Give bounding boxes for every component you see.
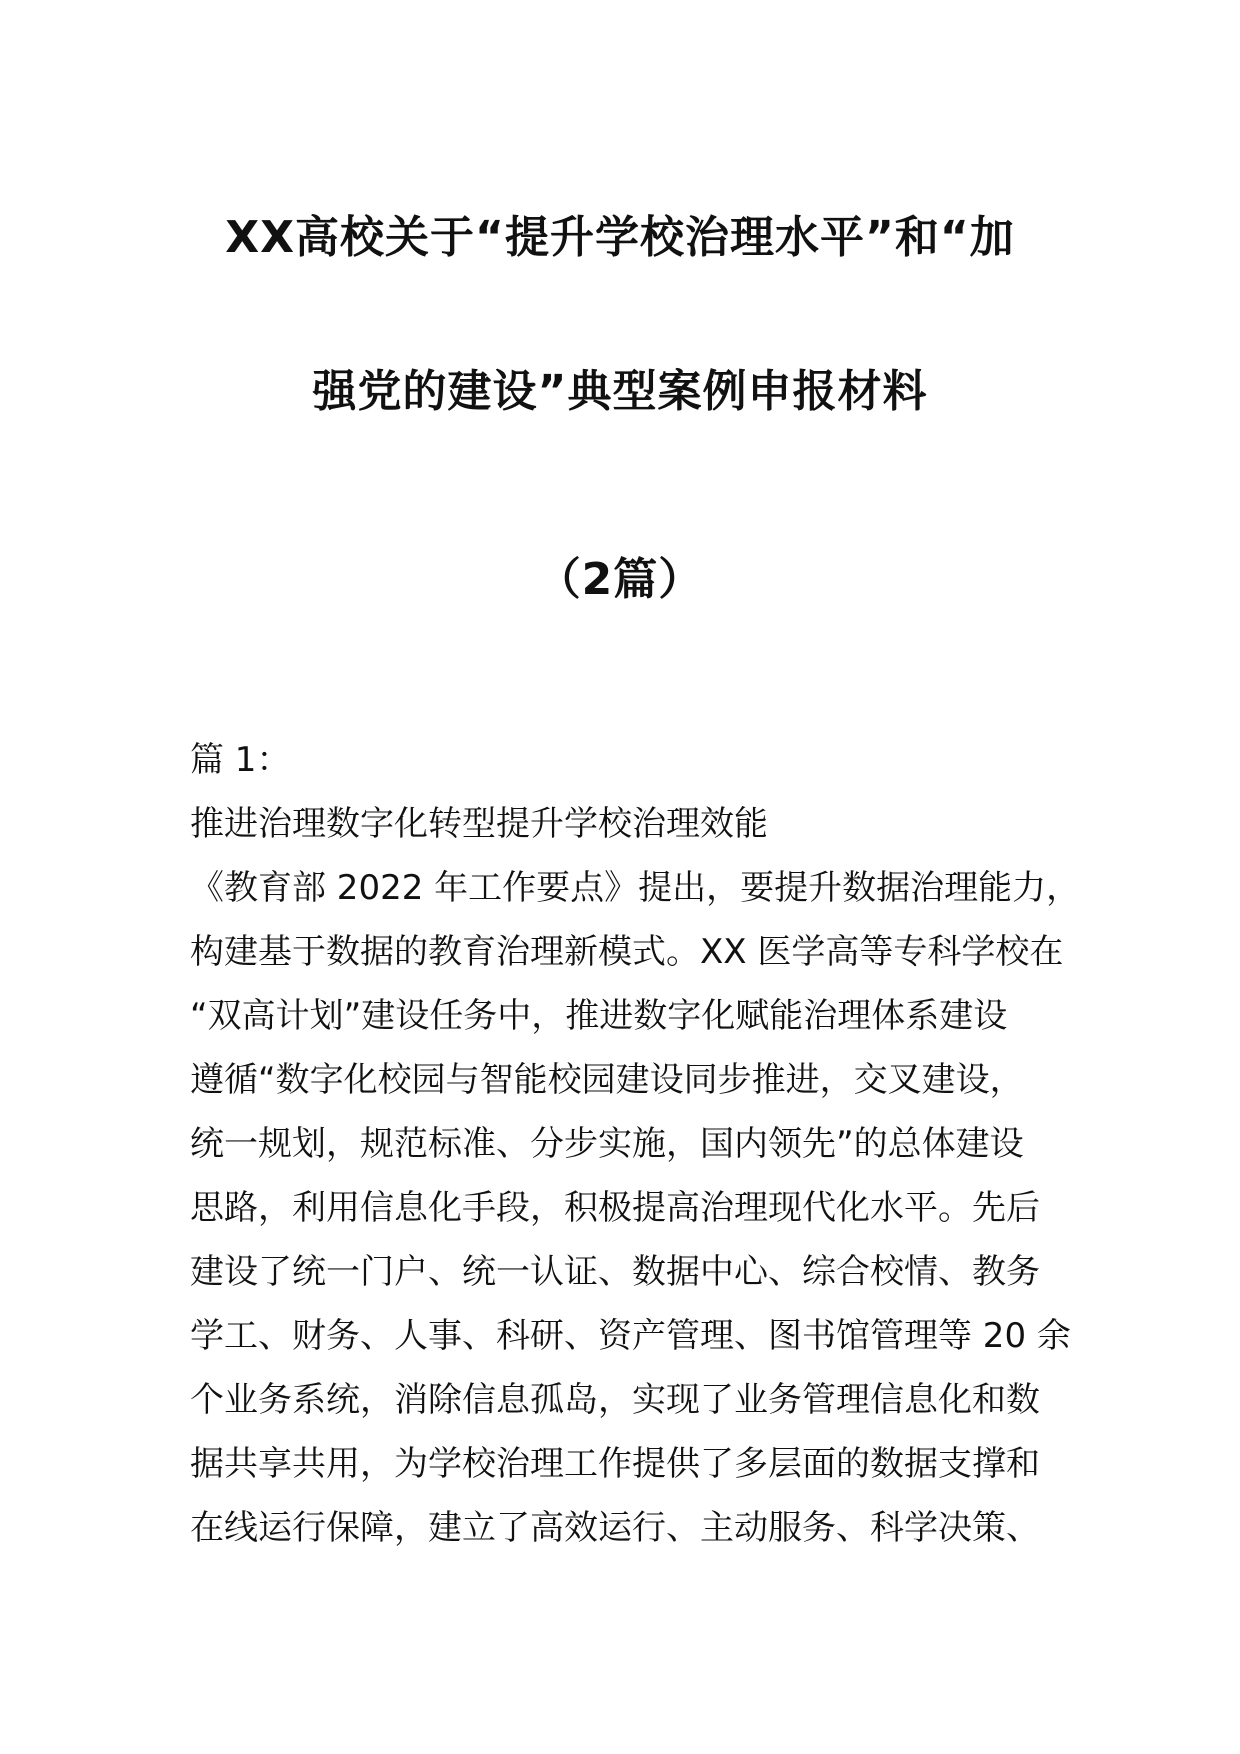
document-title-line-1: XX高校关于“提升学校治理水平”和“加 (225, 212, 1015, 263)
paragraph-line: 思路，利用信息化手段，积极提高治理现代化水平。先后 (190, 1188, 1040, 1228)
paragraph-line: 学工、财务、人事、科研、资产管理、图书馆管理等 20 余 (190, 1316, 1071, 1356)
document-subtitle: （2篇） (536, 554, 704, 605)
paragraph-line: 据共享共用，为学校治理工作提供了多层面的数据支撑和 (190, 1444, 1040, 1484)
paragraph-line: 统一规划，规范标准、分步实施，国内领先”的总体建设 (190, 1124, 1024, 1164)
paragraph-line: 《教育部 2022 年工作要点》提出，要提升数据治理能力， (190, 868, 1081, 908)
paragraph-line: 个业务系统，消除信息孤岛，实现了业务管理信息化和数 (190, 1380, 1040, 1420)
paragraph-line: 建设了统一门户、统一认证、数据中心、综合校情、教务 (190, 1252, 1040, 1292)
paragraph-line: “双高计划”建设任务中，推进数字化赋能治理体系建设 (190, 996, 1008, 1036)
paragraph-line: 构建基于数据的教育治理新模式。XX 医学高等专科学校在 (190, 932, 1064, 972)
paragraph-line: 遵循“数字化校园与智能校园建设同步推进，交叉建设， (190, 1060, 1024, 1100)
section-heading: 推进治理数字化转型提升学校治理效能 (190, 804, 768, 844)
section-label: 篇 1： (190, 740, 291, 780)
document-title-line-2: 强党的建设”典型案例申报材料 (312, 366, 928, 417)
paragraph-line: 在线运行保障，建立了高效运行、主动服务、科学决策、 (190, 1508, 1040, 1548)
